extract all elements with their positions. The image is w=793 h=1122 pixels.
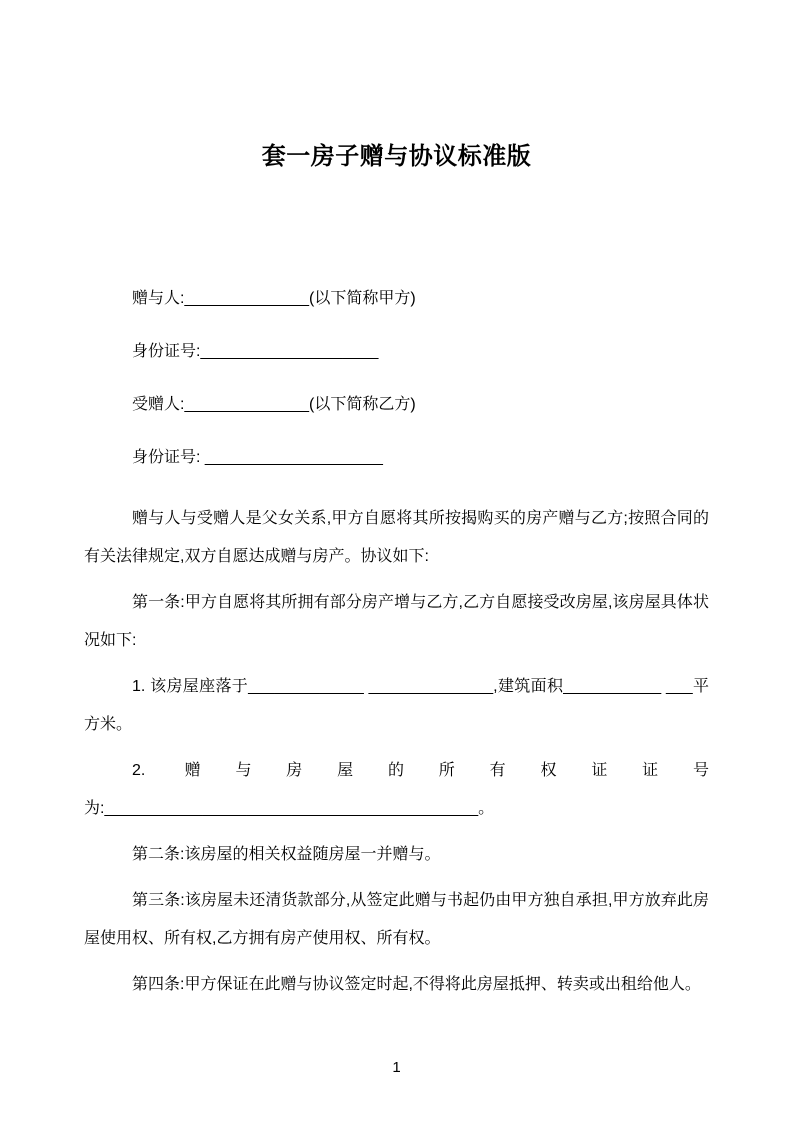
- donor-name-label: 赠与人:: [132, 290, 185, 307]
- clause-ownership-cert: 2. 赠与房屋的所有权证证号为:__________________________________________。: [84, 762, 709, 817]
- donee-name-label: 受赠人:: [132, 396, 185, 413]
- donor-id-blank: ____________________: [200, 343, 379, 360]
- donee-id-label: 身份证号:: [132, 449, 205, 466]
- donor-name-line: [84, 288, 709, 310]
- donor-name-blank: ______________: [184, 290, 310, 307]
- donor-id-line: [84, 341, 709, 363]
- page-number: 1: [392, 1059, 401, 1076]
- donee-name-line: [84, 394, 709, 416]
- donee-name-blank: ______________: [184, 396, 310, 413]
- article-3-paragraph: 第三条:该房屋未还清货款部分,从签定此赠与书起仍由甲方独自承担,甲方放弃此房屋使用权、所有权,乙方拥有房产使用权、所有权。: [84, 892, 709, 947]
- article-2-paragraph: 第二条:该房屋的相关权益随房屋一并赠与。: [132, 846, 441, 863]
- donee-name-note: (以下简称乙方): [309, 396, 416, 413]
- intro-paragraph: 赠与人与受赠人是父女关系,甲方自愿将其所按揭购买的房产赠与乙方;按照合同的有关法律规定,双方自愿达成赠与房产。协议如下:: [84, 510, 709, 565]
- article-4-paragraph: 第四条:甲方保证在此赠与协议签定时起,不得将此房屋抵押、转卖或出租给他人。: [132, 976, 701, 993]
- clause-house-location: 1. 该房屋座落于_____________ ______________,建筑面积___________ ___平方米。: [84, 678, 709, 733]
- donee-id-line: [84, 447, 709, 469]
- donor-id-label: 身份证号:: [132, 343, 201, 360]
- donor-name-note: (以下简称甲方): [309, 290, 416, 307]
- article-1-paragraph: 第一条:甲方自愿将其所拥有部分房产增与乙方,乙方自愿接受改房屋,该房屋具体状况如下:: [84, 594, 709, 649]
- party-fields: [84, 288, 709, 469]
- document-title: 套一房子赠与协议标准版: [261, 143, 532, 170]
- donee-id-blank: ____________________: [204, 449, 383, 466]
